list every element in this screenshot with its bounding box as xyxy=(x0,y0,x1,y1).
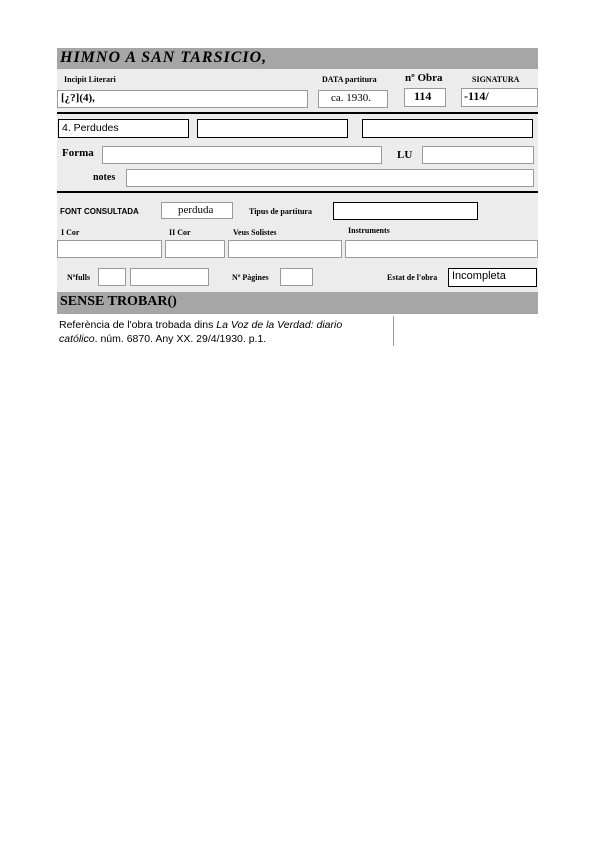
n-obra-field[interactable]: 114 xyxy=(404,88,446,107)
lu-field[interactable] xyxy=(422,146,534,164)
reference-source-title: La Voz de la Verdad: diario católico xyxy=(59,319,343,345)
category-field[interactable]: 4. Perdudes xyxy=(58,119,189,138)
data-partitura-label: DATA partitura xyxy=(322,75,377,84)
notes-label: notes xyxy=(93,172,116,183)
section-title: SENSE TROBAR() xyxy=(60,294,177,309)
reference-text xyxy=(59,318,364,346)
n-obra-label: nº Obra xyxy=(405,72,443,84)
i-cor-field[interactable] xyxy=(57,240,162,258)
estat-obra-label: Estat de l'obra xyxy=(387,273,438,282)
forma-label: Forma xyxy=(62,147,94,159)
tipus-partitura-field[interactable] xyxy=(333,202,478,220)
n-fulls-extra-field[interactable] xyxy=(130,268,209,286)
signatura-label: SIGNATURA xyxy=(472,75,520,84)
n-pagines-label: Nº Pàgines xyxy=(232,273,269,282)
tipus-partitura-label: Tipus de partitura xyxy=(249,207,312,216)
n-fulls-field[interactable] xyxy=(98,268,126,286)
reference-text-part1: Referència de l'obra trobada dins xyxy=(59,319,217,331)
font-consultada-label: FONT CONSULTADA xyxy=(60,207,139,216)
subcategory-field-1[interactable] xyxy=(197,119,348,138)
reference-text-part2: . núm. 6870. Any XX. 29/4/1930. p.1. xyxy=(94,333,267,345)
veus-solistes-label: Veus Solistes xyxy=(233,228,277,237)
signatura-field[interactable]: -114/ xyxy=(461,88,538,107)
notes-field[interactable] xyxy=(126,169,534,187)
reference-divider xyxy=(393,316,394,346)
work-title: HIMNO A SAN TARSICIO, xyxy=(60,49,268,66)
i-cor-label: I Cor xyxy=(61,228,80,237)
instruments-label: Instruments xyxy=(348,226,390,235)
subcategory-field-2[interactable] xyxy=(362,119,533,138)
incipit-label: Incipit Literari xyxy=(64,75,116,84)
veus-solistes-field[interactable] xyxy=(228,240,342,258)
data-partitura-field[interactable]: ca. 1930. xyxy=(318,90,388,108)
n-pagines-field[interactable] xyxy=(280,268,313,286)
forma-field[interactable] xyxy=(102,146,382,164)
font-consultada-field[interactable]: perduda xyxy=(161,202,233,219)
incipit-field[interactable]: [¿?](4), xyxy=(57,90,308,108)
estat-obra-field[interactable]: Incompleta xyxy=(448,268,537,287)
n-fulls-label: Nºfulls xyxy=(67,273,91,282)
ii-cor-field[interactable] xyxy=(165,240,225,258)
ii-cor-label: II Cor xyxy=(169,228,191,237)
lu-label: LU xyxy=(397,149,413,161)
instruments-field[interactable] xyxy=(345,240,538,258)
